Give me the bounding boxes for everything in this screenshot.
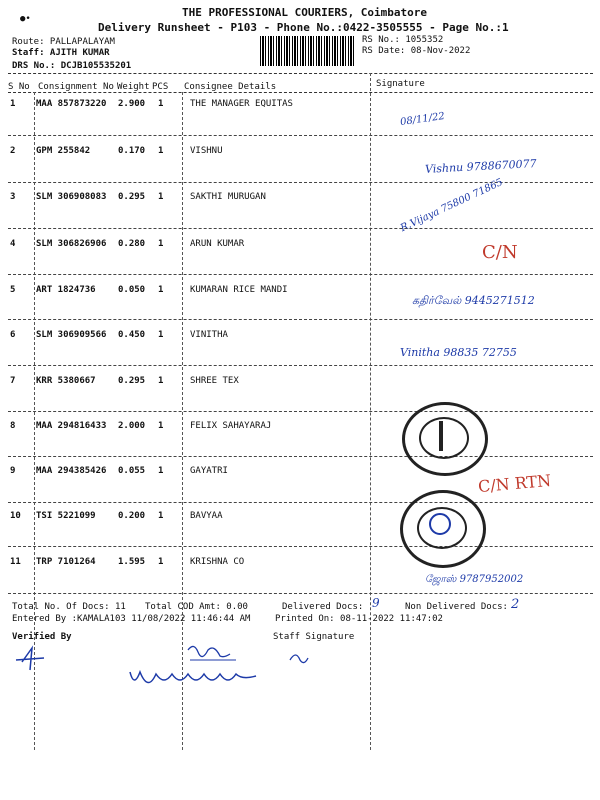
row-signature: C/N RTN (477, 470, 552, 497)
row-sno: 11 (10, 557, 21, 567)
row-divider (8, 546, 593, 547)
row-consignment-no: TSI 5221099 (36, 511, 96, 521)
row-sno: 3 (10, 192, 16, 202)
row-consignee: FELIX SAHAYARAJ (190, 421, 272, 431)
row-pcs: 1 (158, 285, 164, 295)
table-top-divider (8, 73, 593, 74)
row-consignee: VISHNU (190, 146, 223, 156)
row-pcs: 1 (158, 99, 164, 109)
delivered-docs-handwritten: 9 (372, 596, 380, 610)
route-label: Route: PALLAPALAYAM (12, 37, 115, 47)
row-weight: 2.900 (118, 99, 146, 109)
row-consignee: VINITHA (190, 330, 228, 340)
row-divider (8, 411, 593, 412)
row-consignment-no: MAA 857873220 (36, 99, 107, 109)
drs-number: DRS No.: DCJB105535201 (12, 61, 132, 71)
col-header-sno: S No (8, 82, 30, 92)
row-sno: 4 (10, 239, 16, 249)
col-header-signature: Signature (376, 79, 425, 89)
verified-by-label: Verified By (12, 632, 72, 642)
table-header-divider (8, 92, 593, 93)
row-consignment-no: MAA 294816433 (36, 421, 107, 431)
row-signature: கதிர்வேல் 9445271512 (412, 294, 535, 307)
col-header-pcs: PCS (152, 82, 169, 92)
row-sno: 8 (10, 421, 16, 431)
row-signature: Vishnu 9788670077 (424, 157, 537, 176)
row-consignment-no: KRR 5380667 (36, 376, 96, 386)
row-weight: 0.055 (118, 466, 146, 476)
printed-on: Printed On: 08-11-2022 11:47:02 (275, 614, 443, 624)
row-divider (8, 502, 593, 503)
row-consignee: SHREE TEX (190, 376, 239, 386)
row-divider (8, 228, 593, 229)
row-pcs: 1 (158, 466, 164, 476)
row-pcs: 1 (158, 239, 164, 249)
col-header-consignee: Consignee Details (184, 82, 277, 92)
row-divider (8, 135, 593, 136)
row-divider (8, 365, 593, 366)
row-consignee: KUMARAN RICE MANDI (190, 285, 288, 295)
stamp-seal (402, 402, 488, 476)
delivered-docs-label: Delivered Docs: (282, 602, 364, 612)
total-docs: Total No. Of Docs: 11 (12, 602, 126, 612)
row-sno: 5 (10, 285, 16, 295)
non-delivered-docs-label: Non Delivered Docs: (405, 602, 508, 612)
rs-number: RS No.: 1055352 (362, 35, 444, 45)
total-cod: Total COD Amt: 0.00 (145, 602, 248, 612)
barcode (260, 36, 355, 66)
col-header-consignment: Consignment No (38, 82, 114, 92)
col-header-weight: Weight (117, 82, 150, 92)
row-consignment-no: TRP 7101264 (36, 557, 96, 567)
staff-signature-label: Staff Signature (273, 632, 355, 642)
row-weight: 2.000 (118, 421, 146, 431)
row-pcs: 1 (158, 421, 164, 431)
row-consignee: BAVYAA (190, 511, 223, 521)
row-pcs: 1 (158, 557, 164, 567)
row-weight: 0.200 (118, 511, 146, 521)
stamp-seal (400, 490, 486, 568)
row-consignee: GAYATRI (190, 466, 228, 476)
row-weight: 0.170 (118, 146, 146, 156)
non-delivered-docs-handwritten: 2 (511, 597, 520, 612)
row-signature: ஜோஸ் 9787952002 (425, 574, 524, 585)
row-weight: 0.295 (118, 376, 146, 386)
row-signature: 08/11/22 (399, 110, 446, 129)
row-divider (8, 182, 593, 183)
handwritten-signatures (10, 640, 310, 700)
runsheet-subtitle: Delivery Runsheet - P103 - Phone No.:0422-3505555 - Page No.:1 (98, 21, 509, 34)
row-signature: R.Vijaya 75800 71865 (398, 176, 505, 235)
row-weight: 0.295 (118, 192, 146, 202)
row-consignment-no: SLM 306826906 (36, 239, 107, 249)
row-consignment-no: GPM 255842 (36, 146, 91, 156)
row-divider (8, 319, 593, 320)
row-sno: 2 (10, 146, 16, 156)
row-pcs: 1 (158, 330, 164, 340)
row-consignee: SAKTHI MURUGAN (190, 192, 266, 202)
row-sno: 7 (10, 376, 16, 386)
row-weight: 0.280 (118, 239, 146, 249)
staff-label: Staff: AJITH KUMAR (12, 48, 110, 58)
row-consignment-no: SLM 306909566 (36, 330, 107, 340)
row-pcs: 1 (158, 146, 164, 156)
row-consignment-no: MAA 294385426 (36, 466, 107, 476)
entered-by: Entered By :KAMALA103 11/08/2022 11:46:44 AM (12, 614, 251, 624)
rs-date: RS Date: 08-Nov-2022 (362, 46, 471, 56)
logo-mark: ●• (20, 14, 31, 24)
row-divider (8, 593, 593, 594)
row-sno: 10 (10, 511, 21, 521)
row-sno: 1 (10, 99, 16, 109)
row-pcs: 1 (158, 192, 164, 202)
row-sno: 9 (10, 466, 16, 476)
row-consignee: ARUN KUMAR (190, 239, 245, 249)
row-consignee: THE MANAGER EQUITAS (190, 99, 293, 109)
row-pcs: 1 (158, 511, 164, 521)
row-sno: 6 (10, 330, 16, 340)
row-weight: 0.450 (118, 330, 146, 340)
row-consignment-no: SLM 306908083 (36, 192, 107, 202)
row-consignee: KRISHNA CO (190, 557, 245, 567)
row-pcs: 1 (158, 376, 164, 386)
row-divider (8, 274, 593, 275)
row-signature: Vinitha 98835 72755 (400, 346, 517, 359)
row-consignment-no: ART 1824736 (36, 285, 96, 295)
row-weight: 1.595 (118, 557, 146, 567)
company-title: THE PROFESSIONAL COURIERS, Coimbatore (182, 6, 428, 19)
row-weight: 0.050 (118, 285, 146, 295)
row-divider (8, 456, 593, 457)
row-signature: C/N (482, 242, 518, 263)
